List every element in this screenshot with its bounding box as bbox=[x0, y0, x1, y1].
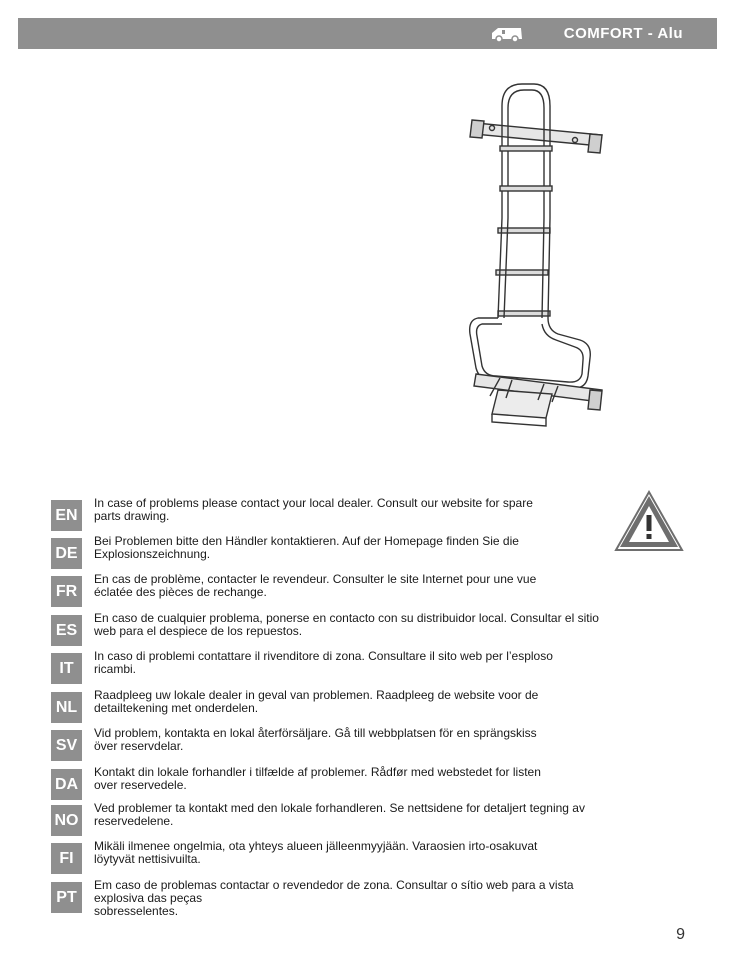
lang-row-no bbox=[51, 802, 671, 836]
lang-badge-no: NO bbox=[51, 805, 82, 836]
lang-row-nl bbox=[51, 689, 671, 723]
lang-badge-it: IT bbox=[51, 653, 82, 684]
lang-text-es: En caso de cualquier problema, ponerse en contacto con su distribuidor local. Consultar el sitio web para el despiece de los repuestos. bbox=[94, 611, 599, 638]
lang-badge-en: EN bbox=[51, 500, 82, 531]
lang-text-no: Ved problemer ta kontakt med den lokale forhandleren. Se nettsidene for detaljert tegning av reservedelene. bbox=[94, 801, 585, 828]
page-number: 9 bbox=[676, 926, 685, 943]
van-icon bbox=[490, 26, 524, 42]
lang-row-it bbox=[51, 650, 671, 684]
lang-row-fr bbox=[51, 573, 671, 607]
lang-text-it: In caso di problemi contattare il rivenditore di zona. Consultare il sito web per l’esploso ricambi. bbox=[94, 649, 553, 676]
lang-text-fi: Mikäli ilmenee ongelmia, ota yhteys alueen jälleenmyyjään. Varaosien irto-osakuvat löytyvät nettisivuilta. bbox=[94, 839, 538, 866]
lang-text-en: In case of problems please contact your local dealer. Consult our website for spare parts drawing. bbox=[94, 496, 533, 523]
lang-badge-fr: FR bbox=[51, 576, 82, 607]
lang-row-pt bbox=[51, 878, 671, 918]
lang-text-pt: Em caso de problemas contactar o revendedor de zona. Consultar o sítio web para a vista explosiva das peças sobresselentes. bbox=[94, 878, 574, 918]
lang-text-da: Kontakt din lokale forhandler i tilfælde af problemer. Rådfør med webstedet for listen over reservedele. bbox=[94, 765, 541, 792]
lang-row-de bbox=[51, 535, 671, 569]
lang-badge-es: ES bbox=[51, 615, 82, 646]
lang-text-nl: Raadpleeg uw lokale dealer in geval van problemen. Raadpleeg de website voor de detailtekening met onderdelen. bbox=[94, 688, 539, 715]
lang-text-sv: Vid problem, kontakta en lokal återförsäljare. Gå till webbplatsen för en sprängskiss över reservdelar. bbox=[94, 726, 537, 753]
lang-badge-da: DA bbox=[51, 769, 82, 800]
lang-badge-de: DE bbox=[51, 538, 82, 569]
lang-row-en bbox=[51, 497, 671, 531]
header-title: COMFORT - Alu bbox=[563, 25, 683, 42]
lang-text-de: Bei Problemen bitte den Händler kontaktieren. Auf der Homepage finden Sie die Explosionszeichnung. bbox=[94, 534, 519, 561]
lang-badge-fi: FI bbox=[51, 843, 82, 874]
lang-row-da bbox=[51, 766, 671, 800]
lang-badge-nl: NL bbox=[51, 692, 82, 723]
lang-row-sv bbox=[51, 727, 671, 761]
header-bar bbox=[18, 18, 717, 49]
lang-badge-sv: SV bbox=[51, 730, 82, 761]
ladder-illustration bbox=[462, 78, 612, 430]
lang-text-fr: En cas de problème, contacter le revendeur. Consulter le site Internet pour une vue éclatée des pièces de rechange. bbox=[94, 572, 537, 599]
lang-row-fi bbox=[51, 840, 671, 874]
lang-badge-pt: PT bbox=[51, 882, 82, 913]
lang-row-es bbox=[51, 612, 671, 646]
